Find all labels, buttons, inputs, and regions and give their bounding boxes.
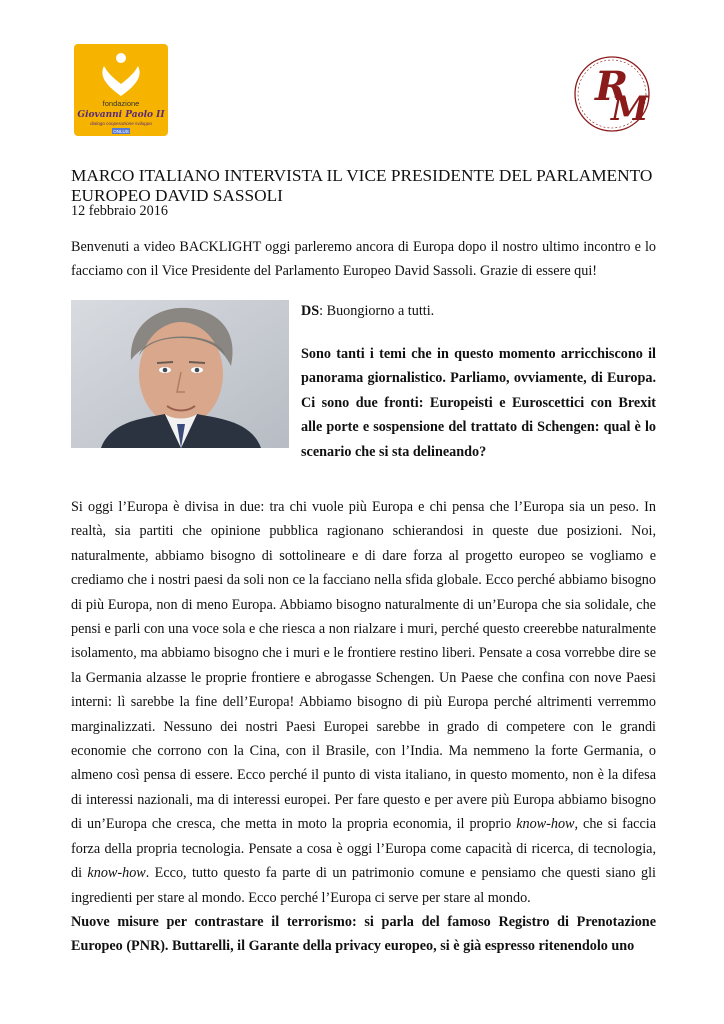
answer-paragraph	[71, 495, 656, 910]
rm-logo	[566, 54, 658, 134]
article-title: MARCO ITALIANO INTERVISTA IL VICE PRESIDENTE DEL PARLAMENTO EUROPEO DAVID SASSOLI	[71, 166, 653, 205]
fondazione-logo	[74, 44, 168, 136]
svg-text:R: R	[595, 63, 629, 110]
question-2: Nuove misure per contrastare il terrorismo: si parla del famoso Registro di Prenotazione Europeo (PNR). Buttarelli, il Garante della privacy europeo, si è già espresso ritenendolo uno	[71, 914, 656, 955]
answer-term-1: know-how	[516, 816, 575, 833]
answer-term-2: know-how	[87, 865, 146, 882]
intro-paragraph: Benvenuti a video BACKLIGHT oggi parleremo ancora di Europa dopo il nostro ultimo incontro e lo facciamo con il Vice Presidente del Parlamento Europeo David Sassoli. Grazie di essere qui!	[71, 239, 656, 280]
question-1: Sono tanti i temi che in questo momento arricchiscono il panorama giornalistico. Parliamo, ovviamente, di Europa. Ci sono due fronti: Europeisti e Euroscettici con Brexit alle porte e sospensione del trattato di Schengen: qual è lo scenario che si sta delineando?	[301, 346, 656, 460]
rm-monogram-seal	[566, 54, 658, 134]
greeting-text: : Buongiorno a tutti.	[319, 303, 435, 319]
svg-text:Giovanni Paolo II: Giovanni Paolo II	[77, 110, 165, 120]
answer-text-1: Si oggi l’Europa è divisa in due: tra chi vuole più Europa e chi pensa che l’Europa sia un peso. In realtà, sia partiti che opinione pubblica ragionano schierandosi in queste due posizioni. Noi, naturalmente, abbiamo bisogno di sottolineare e di dare forza al progetto europeo se vogliamo e crediamo che i nostri paesi da soli non ce la facciano nella sfida globale. Ecco perché abbiamo bisogno di più Europa, non di meno Europa. Abbiamo bisogno naturalmente di un’Europa che sia solidale, che pensi e parli con una voce sola e che riesca a non rialzare i muri, perché questo creerebbe naturalmente isolamento, ma abbiamo bisogno che i muri e le frontiere restino liberi. Pensate a cosa vorrebbe dire se la Germania alzasse le proprie frontiere e abrogasse Schengen. Un Paese che confina con nove Paesi interni: lì sarebbe la fine dell’Europa! Abbiamo bisogno di più Europa perché altrimenti verremmo marginalizzati. Nessuno dei nostri Paesi Europei sarebbe in grado di competere con le grandi economie che corrono con la Cina, con il Brasile, con l’India. Ma nemmeno la forte Germania, o almeno così pensa di essere. Ecco perché il punto di vista italiano, in questo momento, non è la difesa di interessi nazionali, ma di interessi europei. Per fare questo e per avere più Europa abbiamo bisogno di un’Europa che cresca, che metta in moto la propria economia, il proprio	[71, 499, 656, 833]
svg-text:M: M	[611, 89, 649, 129]
svg-text:fondazione: fondazione	[102, 99, 140, 108]
article-date: 12 febbraio 2016	[71, 203, 168, 219]
portrait-photo	[71, 300, 289, 448]
heart-figure-icon	[74, 44, 168, 136]
svg-text:dialogo cooperazione sviluppo: dialogo cooperazione sviluppo	[90, 121, 152, 126]
svg-text:ONLUS: ONLUS	[113, 129, 129, 134]
speaker-greeting	[301, 299, 656, 323]
speaker-initials: DS	[301, 303, 320, 319]
answer-text-3: . Ecco, tutto questo fa parte di un patrimonio comune e pensiamo che questi siano gli ingredienti per stare al mondo. Ecco perché l’Europa ci serve per stare al mondo.	[71, 865, 656, 906]
answer-text-2: , che si faccia forza della propria tecnologia. Pensate a cosa è oggi l’Europa come capacità di ricerca, di tecnologia, di	[71, 816, 656, 882]
